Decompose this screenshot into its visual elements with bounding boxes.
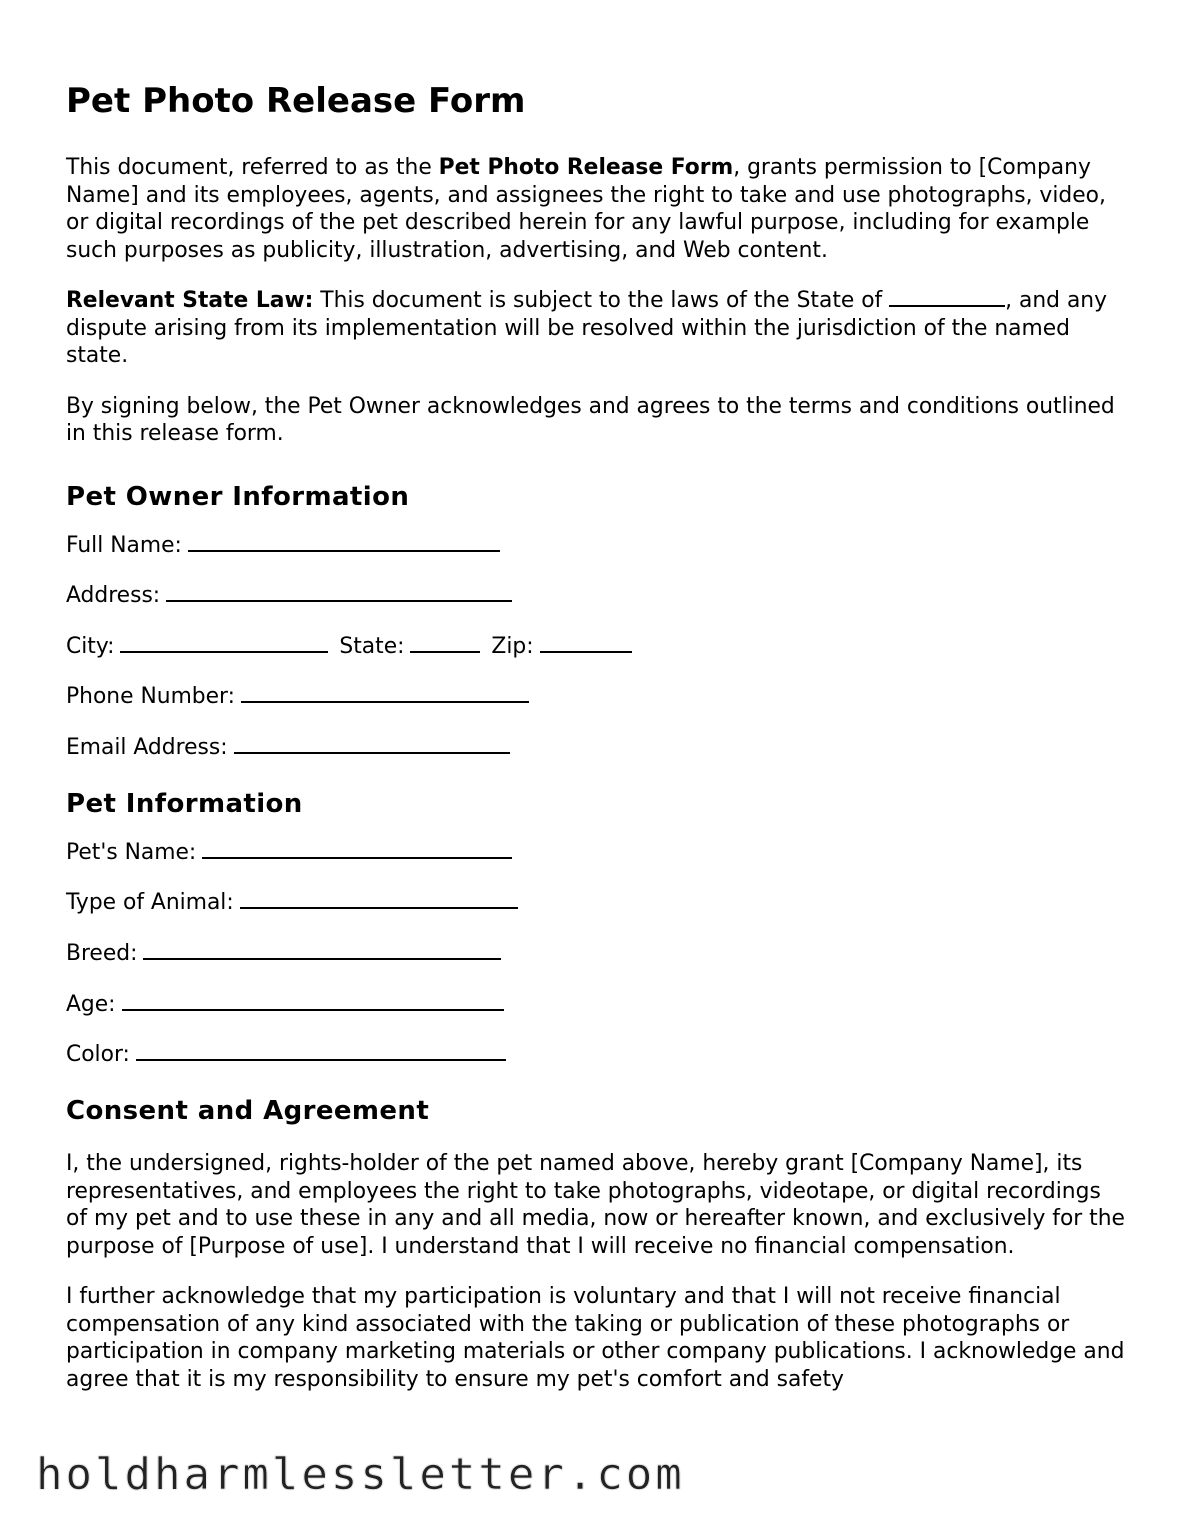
address-row [66, 582, 1126, 609]
age-blank[interactable] [122, 991, 504, 1011]
state-blank[interactable] [889, 287, 1005, 307]
pet-name-row [66, 839, 1126, 866]
age-label: Age: [66, 991, 116, 1017]
intro-form-name: Pet Photo Release Form [438, 155, 734, 180]
email-label: Email Address: [66, 734, 228, 760]
full-name-row [66, 532, 1126, 559]
state-law-text-start: This document is subject to the laws of the State of [313, 288, 890, 313]
breed-label: Breed: [66, 941, 138, 967]
email-blank[interactable] [234, 734, 510, 754]
age-row [66, 991, 1126, 1018]
full-name-label: Full Name: [66, 532, 182, 558]
signing-note: By signing below, the Pet Owner acknowledges and agrees to the terms and conditions outlined in this release form. [66, 393, 1115, 446]
animal-type-row [66, 889, 1126, 916]
state-label: State: [339, 633, 405, 659]
city-state-zip-row [66, 633, 1126, 660]
state-law-paragraph [66, 287, 1126, 370]
zip-label: Zip: [491, 633, 534, 659]
city-blank[interactable] [120, 633, 328, 653]
full-name-blank[interactable] [188, 532, 500, 552]
consent-paragraph-2: I further acknowledge that my participation is voluntary and that I will not receive financial compensation of any kind associated with the taking or publication of these photographs or participation in company marketing materials or other company publications. I acknowledge and agree that it is my responsibility to ensure my pet's comfort and safety [66, 1284, 1125, 1392]
city-label: City: [66, 633, 115, 659]
pet-section-heading: Pet Information [66, 788, 303, 819]
site-watermark: holdharmlessletter.com [36, 1449, 685, 1500]
document-page [66, 78, 1126, 1416]
email-row [66, 734, 1126, 761]
state-field-blank[interactable] [410, 633, 480, 653]
address-label: Address: [66, 583, 161, 609]
zip-blank[interactable] [540, 633, 632, 653]
consent-paragraph-1: I, the undersigned, rights-holder of the pet named above, hereby grant [Company Name], its representatives, and employees the right to take photographs, videotape, or digital recordings of my pet and to use these in any and all media, now or hereafter known, and exclusively for the purpose of [Purpose of use]. I understand that I will receive no financial compensation. [66, 1151, 1125, 1259]
pet-name-label: Pet's Name: [66, 839, 197, 865]
color-label: Color: [66, 1042, 130, 1068]
color-row [66, 1041, 1126, 1068]
phone-row [66, 683, 1126, 710]
breed-blank[interactable] [143, 940, 501, 960]
pet-name-blank[interactable] [202, 839, 512, 859]
state-law-text-end: , and any dispute arising from its implementation will be resolved within the jurisdiction of the named state. [66, 288, 1108, 368]
intro-text-start: This document, referred to as the [66, 155, 439, 180]
state-law-label: Relevant State Law: [66, 288, 314, 313]
consent-section-heading: Consent and Agreement [66, 1096, 430, 1127]
phone-blank[interactable] [241, 683, 529, 703]
page-title: Pet Photo Release Form [66, 81, 526, 121]
intro-paragraph [66, 154, 1126, 264]
address-blank[interactable] [166, 582, 512, 602]
owner-section-heading: Pet Owner Information [66, 481, 410, 512]
intro-text-end: , grants permission to [Company Name] and its employees, agents, and assignees the right to take and use photographs, video, or digital recordings of the pet described herein for any lawful purpose, including for example such purposes as publicity, illustration, advertising, and Web content. [66, 155, 1106, 263]
animal-type-blank[interactable] [240, 889, 518, 909]
breed-row [66, 940, 1126, 967]
color-blank[interactable] [136, 1041, 506, 1061]
animal-type-label: Type of Animal: [66, 890, 234, 916]
phone-label: Phone Number: [66, 684, 235, 710]
